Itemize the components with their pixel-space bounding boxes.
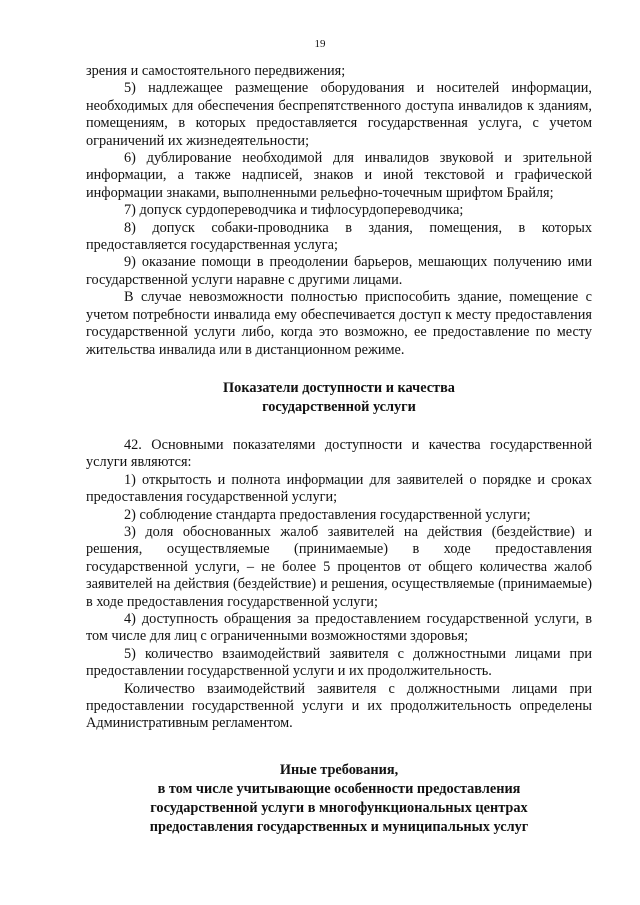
heading-line: в том числе учитывающие особенности предоставления bbox=[157, 780, 521, 797]
section-heading-accessibility bbox=[86, 379, 592, 417]
paragraph: 3) доля обоснованных жалоб заявителей на действия (бездействие) и решения, осуществляемые (принимаемые) в ходе предоставления государственной услуги, – не более 5 процентов от общего количества жалоб заявителей на действия (бездействие) и решения, осуществляемые (принимаемые) в ходе предоставления государственной услуги; bbox=[86, 523, 592, 610]
paragraphs-middle bbox=[86, 437, 592, 733]
paragraph: 42. Основными показателями доступности и качества государственной услуги являются: bbox=[86, 436, 592, 471]
heading-line: Показатели доступности и качества bbox=[223, 379, 455, 396]
paragraph: 6) дублирование необходимой для инвалидов звуковой и зрительной информации, а также надписей, знаков и иной текстовой и графической информации знаками, выполненными рельефно-точечным шрифтом Брайля; bbox=[86, 150, 592, 201]
paragraph: В случае невозможности полностью приспособить здание, помещение с учетом потребности инвалида ему обеспечивается доступ к месту предоставления государственной услуги либо, когда это возможно, ее предоставление по месту жительства инвалида или в дистанционном режиме. bbox=[86, 289, 592, 358]
paragraph: 5) количество взаимодействий заявителя с должностными лицами при предоставлении государственной услуги и их продолжительность. bbox=[86, 645, 592, 680]
document-body bbox=[86, 63, 592, 837]
paragraph: Количество взаимодействий заявителя с должностными лицами при предоставлении государственной услуги и их продолжительность определены Административным регламентом. bbox=[86, 680, 592, 732]
paragraph: 9) оказание помощи в преодолении барьеров, мешающих получению ими государственной услуги наравне с другими лицами. bbox=[86, 254, 592, 288]
page-number: 19 bbox=[314, 38, 326, 50]
paragraph: 4) доступность обращения за предоставлением государственной услуги, в том числе для лиц с ограниченными возможностями здоровья; bbox=[86, 610, 592, 645]
paragraph: 2) соблюдение стандарта предоставления государственной услуги; bbox=[124, 506, 531, 523]
heading-line: государственной услуги в многофункциональных центрах bbox=[150, 799, 528, 816]
paragraph: 8) допуск собаки-проводника в здания, помещения, в которых предоставляется государственная услуга; bbox=[86, 219, 592, 254]
section-heading-other-requirements bbox=[86, 761, 592, 837]
heading-line: Иные требования, bbox=[279, 761, 399, 778]
heading-line: государственной услуги bbox=[262, 398, 416, 415]
heading-line: предоставления государственных и муниципальных услуг bbox=[149, 818, 529, 835]
paragraphs-top bbox=[86, 63, 592, 359]
paragraph: 5) надлежащее размещение оборудования и носителей информации, необходимых для обеспечения беспрепятственного доступа инвалидов к зданиям, помещениям, в которых предоставляется государственная услуга, с учетом ограничений их жизнедеятельности; bbox=[86, 80, 592, 149]
paragraph: зрения и самостоятельного передвижения; bbox=[86, 63, 346, 79]
paragraph: 1) открытость и полнота информации для заявителей о порядке и сроках предоставления государственной услуги; bbox=[86, 471, 592, 506]
paragraph: 7) допуск сурдопереводчика и тифлосурдопереводчика; bbox=[124, 202, 464, 219]
